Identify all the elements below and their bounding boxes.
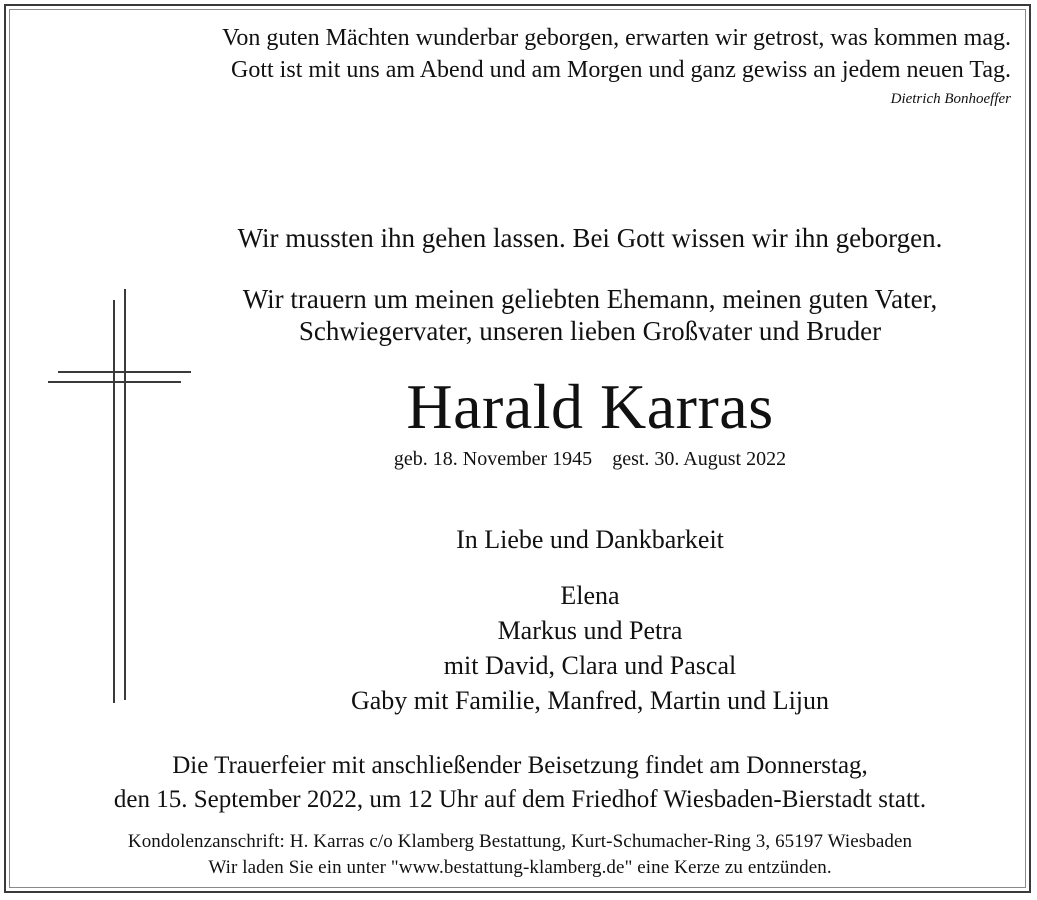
mourners-list	[170, 578, 1010, 718]
deceased-name: Harald Karras	[406, 371, 774, 442]
mourning-line-1: Wir trauern um meinen geliebten Ehemann, meinen guten Vater,	[242, 284, 938, 314]
mourner-line: mit David, Clara und Pascal	[443, 651, 737, 680]
mourning-line-2: Schwiegervater, unseren lieben Großvater und Bruder	[298, 316, 882, 346]
quote-line-1: Von guten Mächten wunderbar geborgen, erwarten wir getrost, was kommen mag.	[222, 25, 1011, 51]
candle-invitation: Wir laden Sie ein unter "www.bestattung-klamberg.de" eine Kerze zu entzünden.	[208, 857, 832, 878]
intro-sentence: Wir mussten ihn gehen lassen. Bei Gott wissen wir ihn geborgen.	[237, 223, 943, 253]
quote-author: Dietrich Bonhoeffer	[890, 91, 1011, 107]
birth-date: geb. 18. November 1945	[393, 448, 593, 470]
mourner-line: Gaby mit Familie, Manfred, Martin und Lijun	[350, 686, 830, 715]
death-date: gest. 30. August 2022	[612, 448, 787, 470]
dedication: In Liebe und Dankbarkeit	[456, 525, 724, 554]
quote-line-2: Gott ist mit uns am Abend und am Morgen und ganz gewiss an jedem neuen Tag.	[231, 57, 1011, 83]
service-line-1: Die Trauerfeier mit anschließender Beisetzung findet am Donnerstag,	[172, 752, 868, 779]
life-dates	[170, 445, 1010, 473]
mourning-statement	[170, 283, 1010, 347]
condolence-address: Kondolenzanschrift: H. Karras c/o Klamberg Bestattung, Kurt-Schumacher-Ring 3, 65197 Wiesbaden	[127, 831, 913, 852]
condolence-info	[20, 829, 1020, 881]
mourner-line: Elena	[560, 581, 620, 610]
service-line-2: den 15. September 2022, um 12 Uhr auf dem Friedhof Wiesbaden-Bierstadt statt.	[113, 786, 927, 813]
funeral-service-notice	[20, 749, 1020, 817]
bonhoeffer-quote	[222, 22, 1011, 110]
mourner-line: Markus und Petra	[497, 616, 683, 645]
